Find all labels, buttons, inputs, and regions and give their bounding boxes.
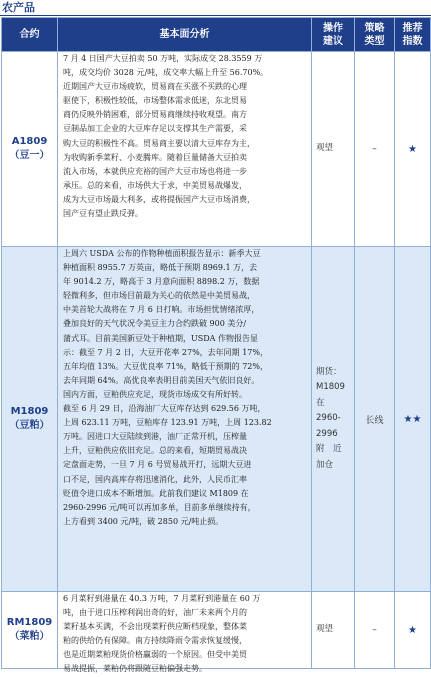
contract-cell <box>2 52 58 247</box>
contract-code: M1809 <box>10 406 49 417</box>
analysis-line: 年 9014.2 万，略高于 3 月意向面积 8898.2 万，数据 <box>63 277 260 287</box>
operation-line: 观望 <box>316 624 334 635</box>
operation-line: 附 近 <box>316 444 342 455</box>
analysis-line: 种植面积 8955.7 万英亩，略低于预期 8969.1 万，去 <box>63 263 258 273</box>
analysis-line: 7 月 4 日国产大豆拍卖 50 万吨，实际成交 28.3559 万 <box>63 54 263 63</box>
analysis-text <box>63 247 306 591</box>
contract-name: （豆一） <box>9 150 50 161</box>
analysis-line: 商仍反映外销困难，部分贸易商继续持收观望。南方 <box>63 110 247 120</box>
analysis-line: 吨，由于进口压榨利润出奇的好，油厂未来两个月的 <box>63 608 247 618</box>
analysis-line: 6 月菜籽到港量在 40.3 万吨，7 月菜籽到港量在 60 万 <box>63 594 261 603</box>
analysis-line: 为收购新季菜籽、小麦腾库。随着巨量储备大豆拍卖 <box>63 152 247 162</box>
analysis-line: 去年同期 64%。高优良率表明目前美国天气依旧良好。 <box>63 375 260 385</box>
operation-line: 2996 <box>316 428 338 439</box>
analysis-cell <box>58 52 312 247</box>
contract-code: RM1809 <box>6 617 53 628</box>
analysis-cell <box>58 592 312 674</box>
operation-line: 加仓 <box>316 459 334 470</box>
analysis-line: 上升，豆粕供应依旧充足。总的来看，短期贸易战决 <box>63 446 247 456</box>
strategy-cell: – <box>355 592 395 669</box>
analysis-line: 易战提振，菜粕仍将跟随豆粕偏强走势。 <box>63 664 207 674</box>
contract-code: A1809 <box>11 136 48 147</box>
operation-text <box>316 141 350 157</box>
section-divider <box>0 15 431 16</box>
operation-cell <box>312 52 355 247</box>
analysis-line: 示：截至 7 月 2 日，大豆开花率 27%，去年同期 17%， <box>63 347 268 357</box>
analysis-text <box>63 52 306 246</box>
strategy-cell: 长线 <box>355 247 395 592</box>
analysis-line: 蒲式耳。目前美国新豆处于种植期，USDA 作物报告显 <box>63 333 258 343</box>
section-title: 农产品 <box>2 1 35 14</box>
analysis-line: 国产豆有望止跌反弹。 <box>63 209 143 219</box>
analysis-line: 成为大豆市场最大利多，或将提振国产大豆市场消费， <box>63 194 255 204</box>
contract-cell <box>2 592 58 669</box>
analysis-line: 承压。总的来看，市场供大于求，中美贸易战爆发， <box>63 180 247 190</box>
analysis-line: 粕的供给仍有保障。南方持续降雨令需求恢复缓慢， <box>63 636 247 646</box>
analysis-line: 驱使下，积极性较低，市场整体需求低迷，东北贸易 <box>63 96 247 106</box>
header-rating: 推荐 指数 <box>395 18 431 52</box>
analysis-line: 贬值令进口成本不断增加。此前我们建议 M1809 在 <box>63 488 249 498</box>
analysis-line: 国内方面，豆粕供应充足，现货市场成交有所好转。 <box>63 389 247 399</box>
analysis-text <box>63 592 306 674</box>
contract-cell <box>2 247 58 592</box>
analysis-line: 2960-2996 元/吨可以再加多单，目前多单继续持有， <box>63 502 256 512</box>
strategy-cell: – <box>355 52 395 247</box>
analysis-line: 定盘面走势，一旦 7 月 6 号贸易战开打，远期大豆进 <box>63 460 252 470</box>
header-strategy: 策略 类型 <box>355 18 395 52</box>
analysis-line: 五年均值 13%。大豆优良率 71%，略低于预期的 72%， <box>63 361 268 371</box>
operation-line: M1809 <box>316 382 345 393</box>
strategy-table <box>1 17 431 674</box>
operation-cell <box>312 247 355 592</box>
analysis-line: 购大豆的积极性不高。贸易商主要以清大豆库存为主， <box>63 138 255 148</box>
operation-cell <box>312 592 355 669</box>
operation-text <box>316 622 350 638</box>
header-operation: 操作 建议 <box>312 18 355 52</box>
analysis-cell <box>58 247 312 592</box>
analysis-line: 上方看到 3400 元/吨，破 2850 元/吨止损。 <box>63 516 224 526</box>
operation-text <box>316 365 350 474</box>
analysis-line: 上周六 USDA 公布的作物种植面积报告显示：新季大豆 <box>63 249 261 258</box>
analysis-line: 中美首轮大战将在 7 月 6 日打响。市场担忧情绪浓厚， <box>63 305 260 315</box>
analysis-line: 吨，成交均价 3028 元/吨，成交率大幅上升至 56.70%。 <box>63 68 269 78</box>
contract-name: （菜粕） <box>9 631 50 642</box>
analysis-line: 轻微利多，但市场目前最为关心的依然是中美贸易战， <box>63 291 255 301</box>
analysis-line: 叠加良好的天气状况令美豆主力合约跌破 900 美分/ <box>63 319 247 329</box>
operation-line: 期货： <box>316 366 342 377</box>
operation-line: 在 <box>316 397 325 408</box>
table-row <box>2 52 431 247</box>
analysis-line: 也是近期菜粕现货价格赢弱的一个原因。但受中美贸 <box>63 650 247 660</box>
header-contract: 合约 <box>2 18 58 52</box>
header-analysis: 基本面分析 <box>58 18 312 52</box>
analysis-line: 流入市场，本就供应充裕的国产大豆市场也将进一步 <box>63 166 247 176</box>
analysis-line: 万吨。因进口大豆陆续到港，油厂正常开机，压榨量 <box>63 432 247 442</box>
analysis-line: 豆制品加工企业的大豆库存足以支撑其生产需要，采 <box>63 124 247 134</box>
analysis-line: 近期国产大豆市场疲软，贸易商在买涨不买跌的心理 <box>63 82 247 92</box>
analysis-line: 口不足，国内高库存将迅速消化，此外，人民币汇率 <box>63 474 247 484</box>
contract-name: （豆粕） <box>9 420 50 431</box>
analysis-line: 截至 6 月 29 日，沿海油厂大豆库存达到 629.56 万吨， <box>63 404 266 414</box>
table-row <box>2 247 431 592</box>
rating-stars: ★ <box>395 52 431 247</box>
rating-stars: ★★ <box>395 247 431 592</box>
operation-line: 观望 <box>316 143 334 154</box>
operation-line: 2960- <box>316 413 341 424</box>
rating-stars: ★ <box>395 592 431 669</box>
analysis-line: 上周 623.11 万吨，豆粕库存 123.91 万吨，上周 123.82 <box>63 418 272 428</box>
analysis-line: 菜籽基本买满，不会出现菜籽供应断档现象，整体菜 <box>63 622 247 632</box>
table-row <box>2 592 431 669</box>
